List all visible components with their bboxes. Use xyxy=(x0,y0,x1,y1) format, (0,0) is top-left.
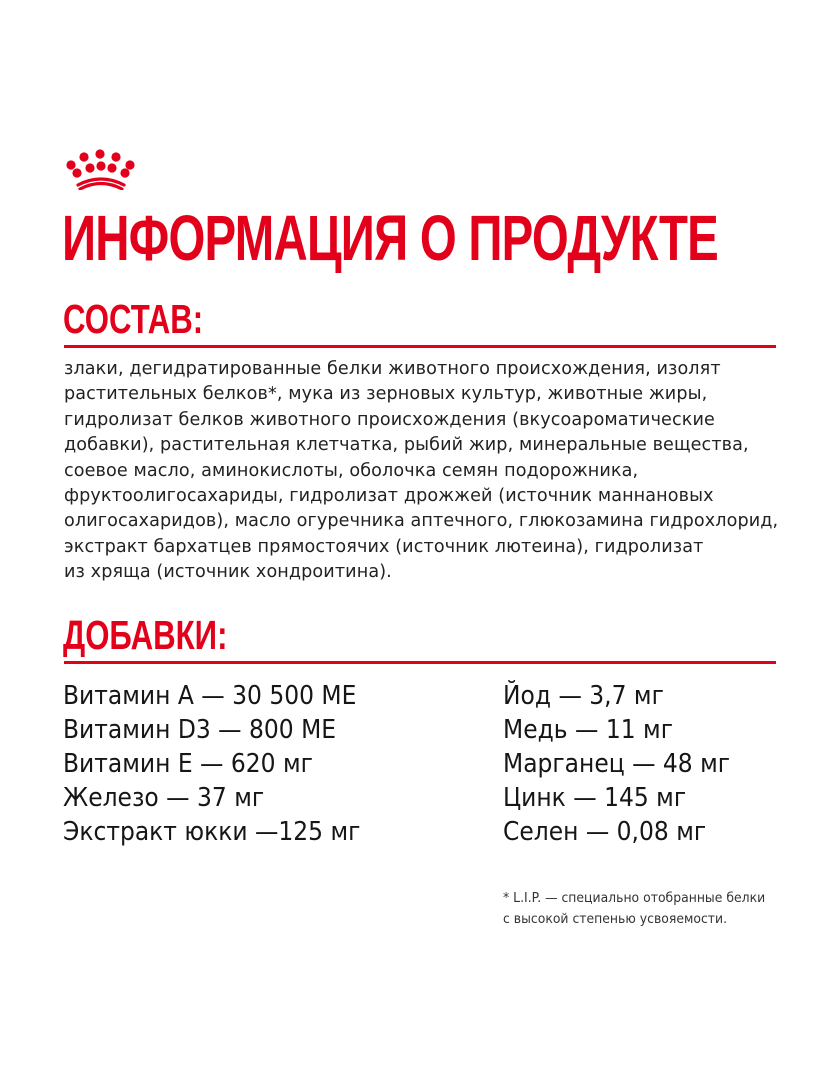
additive-item: Витамин А — 30 500 МЕ xyxy=(63,681,357,711)
footnote-line: с высокой степенью усвояемости. xyxy=(503,911,728,927)
additive-item: Витамин Е — 620 мг xyxy=(63,749,313,779)
composition-line: экстракт бархатцев прямостоячих (источник лютеина), гидролизат xyxy=(64,536,704,557)
composition-line: фруктоолигосахариды, гидролизат дрожжей (источник маннановых xyxy=(64,486,714,507)
additive-item: Селен — 0,08 мг xyxy=(503,817,707,847)
composition-line: из хряща (источник хондроитина). xyxy=(64,562,392,583)
additive-item: Железо — 37 мг xyxy=(63,783,265,813)
page-title: ИНФОРМАЦИЯ О ПРОДУКТЕ xyxy=(62,202,719,274)
composition-text xyxy=(64,357,804,586)
additive-item: Йод — 3,7 мг xyxy=(503,681,664,711)
additive-item: Цинк — 145 мг xyxy=(503,783,687,813)
additives-heading: ДОБАВКИ: xyxy=(63,612,228,658)
additives-divider xyxy=(64,661,776,664)
additive-item: Витамин D3 — 800 МЕ xyxy=(63,715,337,745)
composition-line: соевое масло, аминокислоты, оболочка семян подорожника, xyxy=(64,460,639,481)
crown-icon xyxy=(64,148,138,190)
composition-line: злаки, дегидратированные белки животного происхождения, изолят xyxy=(64,359,721,379)
additive-item: Марганец — 48 мг xyxy=(503,749,731,779)
additive-item: Медь — 11 мг xyxy=(503,715,674,745)
additive-item: Экстракт юкки —125 мг xyxy=(63,817,361,847)
footnote-line: * L.I.P. — специально отобранные белки xyxy=(503,890,766,906)
additives-list-right xyxy=(503,679,755,849)
composition-line: олигосахаридов), масло огуречника аптечного, глюкозамина гидрохлорид, xyxy=(64,511,779,532)
composition-line: добавки), растительная клетчатка, рыбий жир, минеральные вещества, xyxy=(64,435,749,456)
footnote xyxy=(503,888,803,930)
composition-heading: СОСТАВ: xyxy=(63,296,204,342)
composition-line: гидролизат белков животного происхождения (вкусоароматические xyxy=(64,409,715,430)
composition-line: растительных белков*, мука из зерновых культур, животные жиры, xyxy=(64,384,708,405)
composition-divider xyxy=(64,345,776,348)
additives-list-left xyxy=(63,679,393,849)
